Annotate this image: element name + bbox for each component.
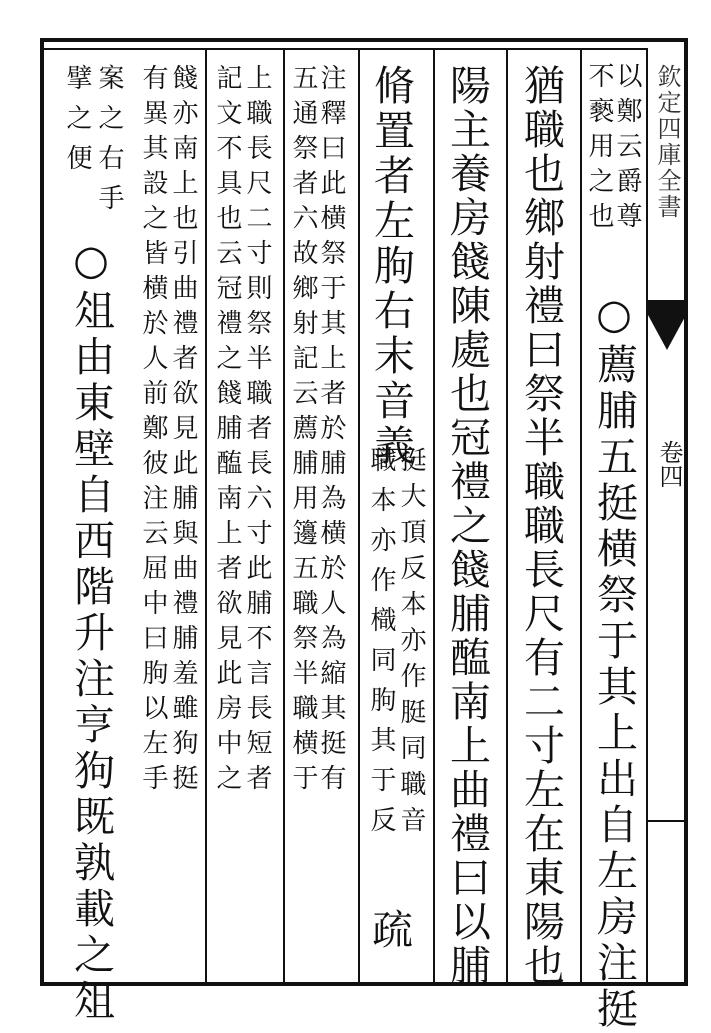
main-text-column: 脩置者左朐右末音義	[367, 64, 415, 469]
column-rule	[205, 50, 207, 982]
commentary-column: 有異其設之皆横於人前鄭彼注云屈中曰朐以左手	[138, 64, 168, 799]
main-text-column: ○俎由東壁自西階升注亨狗既孰載之俎	[67, 236, 115, 1025]
main-text-column: ○薦脯五挺横祭于其上出自左房注挺	[590, 290, 638, 1033]
book-title: 欽定四庫全書	[653, 64, 681, 220]
column-rule	[580, 50, 582, 982]
column-rule	[433, 50, 435, 982]
main-text-column: 猶職也鄉射禮曰祭半職職長尺有二寸左在東陽也	[517, 64, 565, 988]
annotation-column: 以鄭云爵尊	[612, 62, 642, 237]
commentary-column: 記文不具也云冠禮之餞脯醢南上者欲見此房中之	[212, 64, 242, 799]
annotation-column: 不褻用之也	[584, 62, 614, 237]
main-text-column: 陽主養房餞陳處也冠禮之餞脯醢南上曲禮曰以脯	[443, 64, 491, 988]
commentary-column: 餞亦南上也引曲禮者欲見此脯與曲禮脯羞雖狗挺	[168, 64, 198, 799]
commentary-column: 五通祭者六故鄉射記云薦脯用籩五職祭半職横于	[288, 64, 318, 799]
column-rule	[506, 50, 508, 982]
commentary-column: 案之右手	[94, 64, 124, 224]
column-rule	[358, 50, 360, 982]
volume-label: 卷四	[655, 440, 683, 488]
commentary-column: 擘之便	[62, 64, 92, 184]
commentary-column: 注釋曰此横祭于其上者於脯為横於人為縮其挺有	[316, 64, 346, 799]
commentary-column: 上職長尺二寸則祭半職者長六寸此脯不言長短者	[242, 64, 272, 799]
margin-rule	[648, 820, 686, 822]
column-rule	[283, 50, 285, 982]
annotation-column: 職本亦作樴同朐其于反	[366, 446, 396, 846]
annotation-column: 挺大頂反本亦作脡同職音	[396, 446, 426, 842]
shu-marker: 疏	[365, 908, 413, 953]
